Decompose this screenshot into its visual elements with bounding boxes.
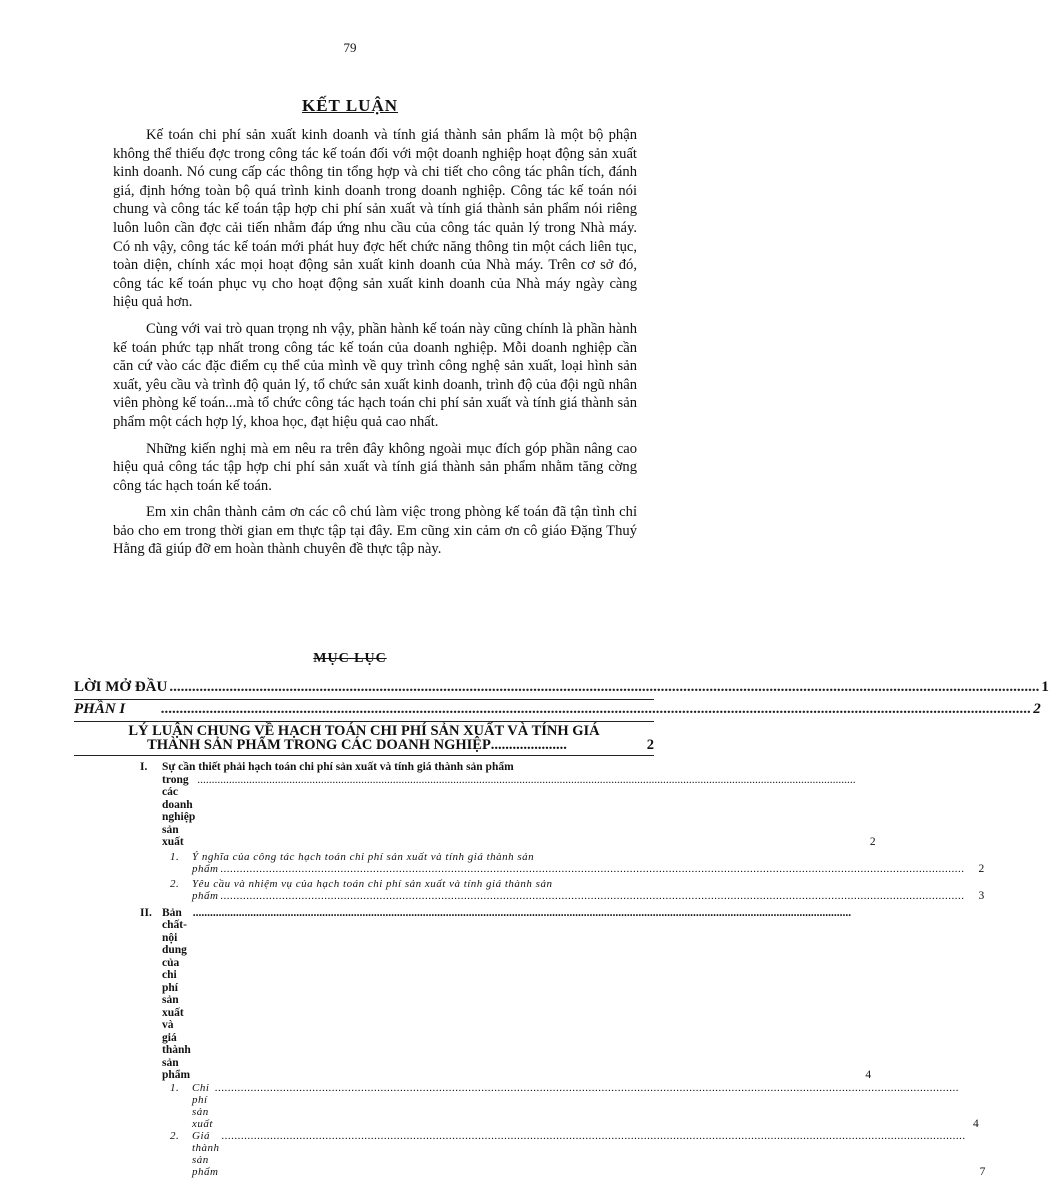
toc-entry-label: LỜI MỞ ĐẦU [74, 679, 168, 695]
toc-leader [220, 890, 964, 902]
toc-entry-part[interactable] [74, 701, 1041, 722]
toc-page: 7 [979, 1165, 986, 1178]
toc-subsection[interactable] [170, 877, 985, 902]
toc-leader: ..................... [490, 737, 567, 753]
page-number: 79 [343, 40, 357, 55]
toc-subsection-line1: Ý nghĩa của công tác hạch toán chi phí sản xuất và tính giá thành sản [192, 850, 535, 863]
toc-leader [161, 701, 1031, 718]
toc-section[interactable] [140, 906, 872, 1082]
toc-section-line1: Bản chất- nội dung của chi phí sản xuất và giá thành sản phẩm [162, 906, 191, 1081]
toc-subsection[interactable] [170, 1129, 986, 1178]
toc-section-line2: trong các doanh nghiệp sản xuất [162, 773, 196, 848]
toc-subsection-number: 1. [170, 1081, 180, 1094]
toc-section-number: II. [140, 906, 152, 919]
toc-subsection-line1: Giá thành sản phẩm [192, 1129, 220, 1178]
paragraph: Những kiến nghị mà em nêu ra trên đây không ngoài mục đích góp phần nâng cao hiệu quả công tác tập hợp chi phí sản xuất và tính giá thành sản phẩm nhằm tăng cờng công tác hạch toán kế toán. [113, 440, 637, 494]
paragraph: Em xin chân thành cảm ơn các cô chú làm việc trong phòng kế toán đã tận tình chỉ bảo cho em trong thời gian em thực tập tại đây. Em cũng xin cảm ơn cô giáo Đặng Thuý Hằng đã giúp đỡ em hoàn thành chuyên đề thực tập này. [113, 504, 637, 558]
toc-chapter-line1: LÝ LUẬN CHUNG VỀ HẠCH TOÁN CHI PHÍ SẢN XUẤT VÀ TÍNH GIÁ [128, 723, 600, 739]
table-of-contents [74, 679, 1049, 1178]
toc-subsection[interactable] [170, 1081, 980, 1130]
page-title: KẾT LUẬN [301, 96, 398, 115]
toc-subsection-number: 1. [170, 850, 180, 863]
paragraph: Kế toán chi phí sản xuất kinh doanh và tính giá thành sản phẩm là một bộ phận không thể thiếu đợc trong công tác kế toán đối với một doanh nghiệp hoạt động sản xuất kinh doanh. Nó cung cấp các thông tin tổng hợp và chi tiết cho công tác phân tích, đánh giá, định hớng toàn bộ quá trình kinh doanh trong doanh nghiệp. Công tác kế toán nói chung và công tác kế toán tập hợp chi phí sản xuất và tính giá thành sản phẩm nói riêng luôn luôn cần đợc cải tiến nhằm đáp ứng nhu cầu của công tác quản lý trong Nhà máy. Có nh vậy, công tác kế toán mới phát huy đợc hết chức năng thông tin một cách liên tục, toàn diện, chính xác mọi hoạt động sản xuất kinh doanh của Nhà máy. Trên cơ sở đó, công tác kế toán phục vụ cho hoạt động sản xuất kinh doanh của Nhà máy ngày càng hiệu quả hơn. [113, 127, 637, 311]
toc-section-number: I. [140, 761, 148, 773]
toc-subsection-line1: Chi phí sản xuất [192, 1081, 213, 1130]
conclusion-body [113, 126, 637, 567]
toc-page: 4 [972, 1117, 980, 1130]
toc-section-line1: Sự cần thiết phải hạch toán chi phí sản xuất và tính giá thành sản phẩm [162, 761, 514, 773]
toc-leader [197, 774, 855, 787]
toc-page: 2 [1033, 701, 1041, 717]
toc-subsection-line1: Yêu cầu và nhiệm vụ của hạch toán chi phí sản xuất và tính giá thành sản [192, 877, 553, 890]
toc-chapter-line2: THÀNH SẢN PHẨM TRONG CÁC DOANH NGHIỆP [147, 737, 491, 753]
toc-entry-intro[interactable] [74, 679, 1049, 700]
toc-page: 1 [1041, 679, 1049, 695]
toc-leader [215, 1082, 959, 1094]
toc-leader [169, 679, 1039, 696]
toc-subsection-number: 2. [170, 1129, 180, 1142]
toc-page: 2 [869, 836, 876, 848]
toc-section[interactable] [140, 761, 876, 849]
toc-leader [222, 1130, 966, 1142]
toc-leader [220, 863, 964, 875]
toc-entry-chapter[interactable] [74, 722, 654, 756]
toc-subsection-line2: phẩm [192, 862, 219, 875]
toc-entry-label: PHẦN I [74, 701, 126, 717]
toc-page: 3 [978, 889, 985, 902]
toc-title: MỤC LỤC [313, 651, 387, 666]
toc-page: 4 [865, 1069, 872, 1081]
paragraph: Cùng với vai trò quan trọng nh vậy, phần hành kế toán này cũng chính là phần hành kế toán phức tạp nhất trong công tác kế toán của doanh nghiệp. Mỗi doanh nghiệp cần căn cứ vào các đặc điểm cụ thể của mình về quy trình công nghệ sản xuất, loại hình sản xuất, yêu cầu và trình độ quản lý, tổ chức sản xuất kinh doanh, trình độ của đội ngũ nhân viên phòng kế toán...mà tổ chức công tác hạch toán chi phí sản xuất và tính giá thành sản phẩm một cách hợp lý, khoa học, đạt hiệu quả cao nhất. [113, 320, 637, 430]
toc-page: 2 [646, 737, 654, 753]
toc-leader [193, 907, 851, 920]
toc-page: 2 [978, 862, 985, 875]
toc-subsection[interactable] [170, 850, 985, 875]
toc-subsection-line2: phẩm [192, 889, 219, 902]
toc-subsection-number: 2. [170, 877, 180, 890]
